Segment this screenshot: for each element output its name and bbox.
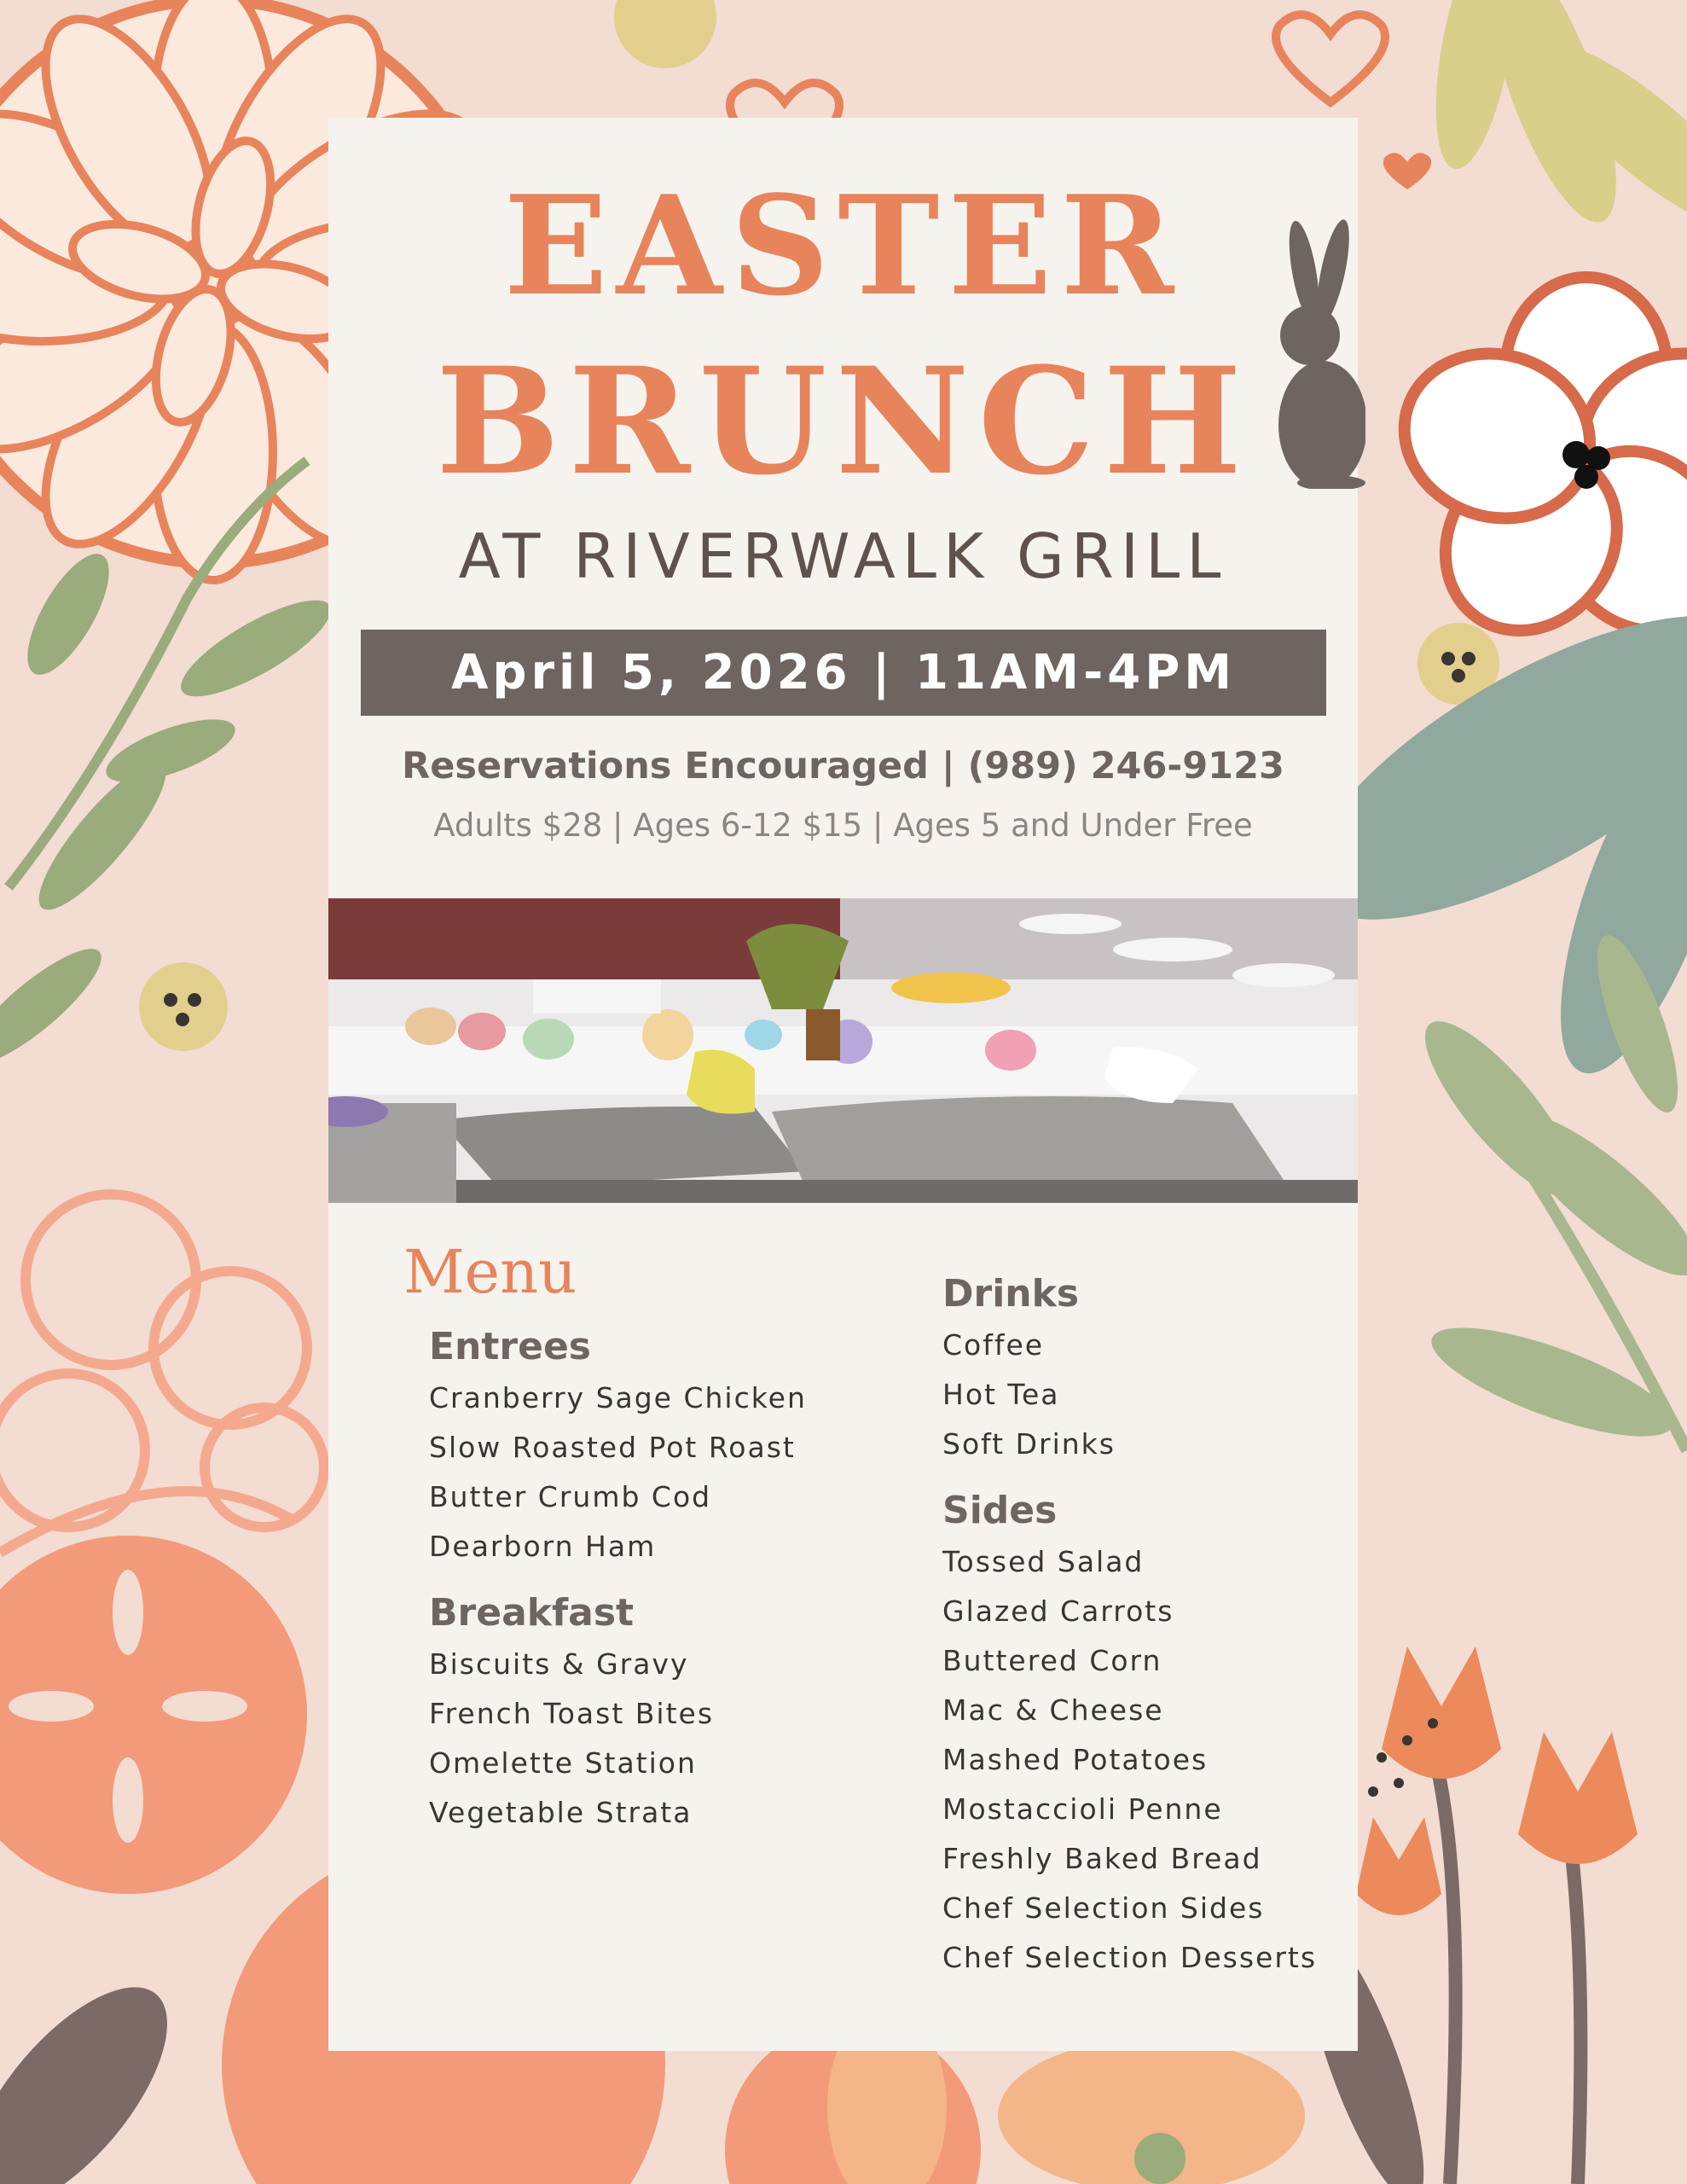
title-line-2: BRUNCH — [436, 334, 1250, 508]
title-line-1: EASTER — [503, 166, 1183, 326]
menu-item: Freshly Baked Bread — [942, 1842, 1262, 1875]
date-time-band: April 5, 2026 | 11AM-4PM — [361, 630, 1326, 716]
menu-item: Mostaccioli Penne — [942, 1792, 1223, 1826]
flyer-card — [328, 118, 1358, 2051]
menu-item: Hot Tea — [942, 1378, 1060, 1411]
menu-item: Mashed Potatoes — [942, 1743, 1209, 1776]
bunny-icon — [1272, 212, 1365, 489]
menu-item: Slow Roasted Pot Roast — [429, 1431, 796, 1464]
outlined-flower-icon — [0, 1194, 324, 1553]
menu-item: Soft Drinks — [942, 1427, 1116, 1461]
menu-right-column — [942, 1268, 1317, 1983]
menu-item: Chef Selection Sides — [942, 1891, 1265, 1925]
menu-item: Cranberry Sage Chicken — [429, 1381, 807, 1414]
reservations-line: Reservations Encouraged | (989) 246-9123 — [402, 745, 1284, 787]
dark-leaf-icon — [0, 1955, 201, 2184]
menu-item: Biscuits & Gravy — [429, 1647, 689, 1681]
poppy-flower-icon — [1383, 277, 1687, 665]
drinks-heading: Drinks — [942, 1272, 1080, 1316]
menu-title: Menu — [403, 1237, 577, 1307]
menu-item: Tossed Salad — [942, 1545, 1145, 1578]
menu-item: Mac & Cheese — [942, 1693, 1164, 1727]
menu-item: Buttered Corn — [942, 1644, 1162, 1677]
menu-item: French Toast Bites — [429, 1697, 715, 1730]
menu-item: Glazed Carrots — [942, 1594, 1174, 1628]
entrees-heading: Entrees — [429, 1325, 591, 1368]
menu-item: Butter Crumb Cod — [429, 1480, 712, 1513]
menu-item: Dearborn Ham — [429, 1530, 657, 1563]
breakfast-heading: Breakfast — [429, 1591, 635, 1635]
prices-line: Adults $28 | Ages 6-12 $15 | Ages 5 and Under Free — [433, 807, 1253, 844]
menu-item: Chef Selection Desserts — [942, 1941, 1318, 1974]
venue-subtitle: AT RIVERWALK GRILL — [458, 520, 1228, 592]
menu-item: Coffee — [942, 1328, 1045, 1362]
menu-left-column — [429, 1321, 807, 1838]
leaf-icon — [1421, 0, 1687, 253]
menu-item: Omelette Station — [429, 1746, 697, 1780]
leaf-branch-icon — [1404, 926, 1687, 1458]
menu-item: Vegetable Strata — [429, 1796, 693, 1829]
sides-heading: Sides — [942, 1489, 1058, 1532]
buffet-photo — [328, 898, 1358, 1203]
